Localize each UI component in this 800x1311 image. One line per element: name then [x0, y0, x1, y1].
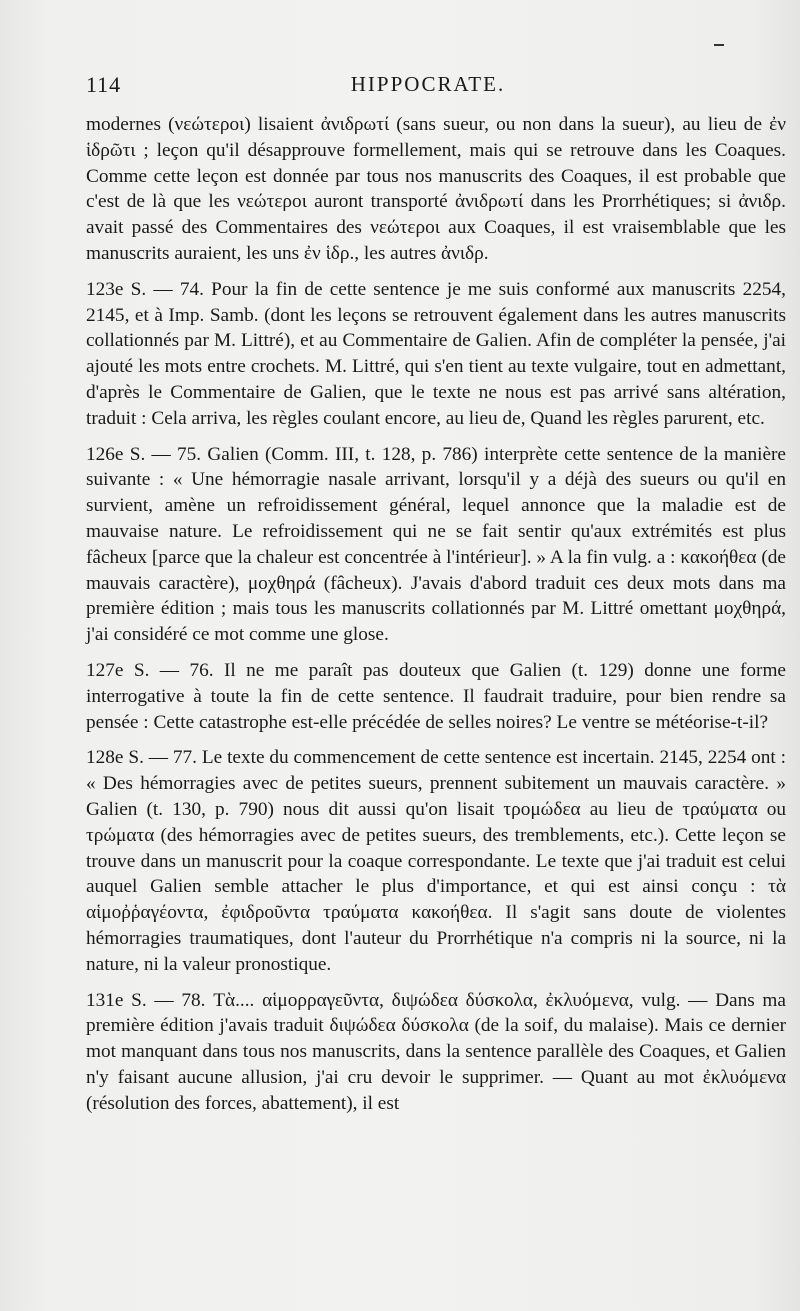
- running-head: [86, 72, 770, 106]
- running-title: HIPPOCRATE.: [350, 72, 506, 96]
- paragraph-note-74: 123e S. — 74. Pour la fin de cette sentence je me suis conformé aux manuscrits 2254, 2145, et à Imp. Samb. (dont les leçons se retrouvent également dans les autres manuscrits collationnés par M. Littré), et au Commentaire de Galien. Afin de compléter la pensée, j'ai ajouté les mots entre crochets. M. Littré, qui s'en tient au texte vulgaire, tout en admettant, d'après le Commentaire de Galien, que le texte ne nous est pas arrivé sans altération, traduit : Cela arriva, les règles coulant encore, au lieu de, Quand les règles parurent, etc.: [86, 278, 786, 429]
- page-number: 114: [86, 72, 122, 97]
- paragraph-continuation: modernes (νεώτεροι) lisaient ἀνιδρωτί (sans sueur, ou non dans la sueur), au lieu de ἐν ἱδρῶτι ; leçon qu'il désapprouve formellement, mais qui se retrouve dans les Coaques. Comme cette leçon est donnée par tous nos manuscrits des Coaques, il est probable que c'est de là que les νεώτεροι auront transporté ἀνιδρωτί dans les Prorrhétiques; si ἀνιδρ. avait passé des Commentaires des νεώτεροι aux Coaques, il est vraisemblable que les manuscrits auraient, les uns ἐν ἱδρ., les autres ἀνιδρ.: [86, 114, 786, 264]
- body-text: [86, 112, 786, 1126]
- page-edge-mark: [714, 44, 724, 46]
- paragraph-note-78: 131e S. — 78. Τὰ.... αἱμορραγεῦντα, διψώδεα δύσκολα, ἐκλυόμενα, vulg. — Dans ma première édition j'avais traduit διψώδεα δύσκολα (de la soif, du malaise). Mais ce dernier mot manquant dans tous nos manuscrits, dans la sentence parallèle des Coaques, et Galien n'y faisant aucune allusion, j'ai cru devoir le supprimer. — Quant au mot ἐκλυόμενα (résolution des forces, abattement), il est: [86, 989, 786, 1114]
- paragraph-note-75: 126e S. — 75. Galien (Comm. III, t. 128, p. 786) interprète cette sentence de la manière suivante : « Une hémorragie nasale arrivant, lorsqu'il y a déjà des sueurs ou qu'il en survient, amène un refroidissement général, lequel annonce que la maladie est de mauvaise nature. Le refroidissement qui ne se fait sentir qu'aux extrémités est plus fâcheux [parce que la chaleur est concentrée à l'intérieur]. » A la fin vulg. a : κακοήθεα (de mauvais caractère), μοχθηρά (fâcheux). J'avais d'abord traduit ces deux mots dans ma première édition ; mais tous les manuscrits collationnés par M. Littré omettant μοχθηρά, j'ai considéré ce mot comme une glose.: [86, 443, 786, 646]
- paragraph-note-76: 127e S. — 76. Il ne me paraît pas douteux que Galien (t. 129) donne une forme interrogative à toute la fin de cette sentence. Il faudrait traduire, pour bien rendre sa pensée : Cette catastrophe est-elle précédée de selles noires? Le ventre se météorise-t-il?: [86, 659, 786, 733]
- paragraph-note-77: 128e S. — 77. Le texte du commencement de cette sentence est incertain. 2145, 2254 ont : « Des hémorragies avec de petites sueurs, prennent subitement un mauvais caractère. » Galien (t. 130, p. 790) nous dit aussi qu'on lisait τρομώδεα au lieu de τραύματα ou τρώματα (des hémorragies avec de petites sueurs, des tremblements, etc.). Cette leçon se trouve dans un manuscrit pour la coaque correspondante. Le texte que j'ai traduit est celui auquel Galien semble attacher le plus d'importance, et qui est ainsi conçu : τὰ αἱμοῤῥαγέοντα, ἐφιδροῦντα τραύματα κακοήθεα. Il s'agit sans doute de violentes hémorragies traumatiques, dont l'auteur du Prorrhétique n'a compris ni la source, ni la nature, ni la valeur pronostique.: [86, 747, 786, 975]
